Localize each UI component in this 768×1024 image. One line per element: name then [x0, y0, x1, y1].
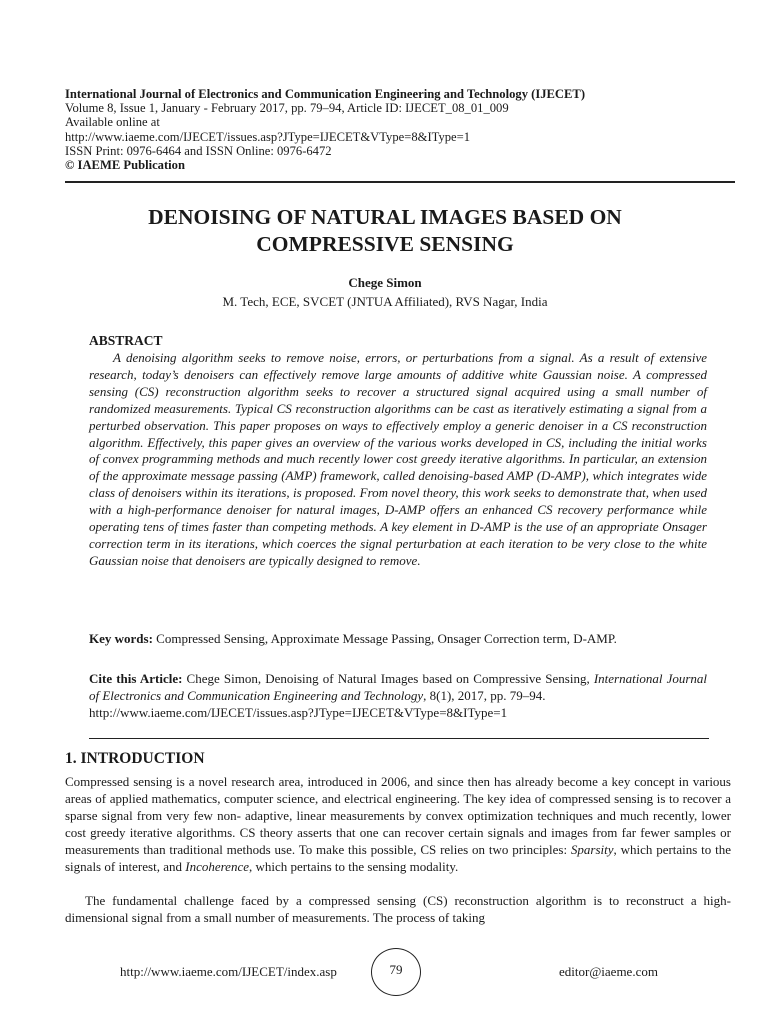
- paper-title: [65, 204, 705, 258]
- keywords-label: Key words:: [89, 631, 153, 646]
- journal-header: [65, 87, 735, 172]
- available-online: Available online at: [65, 115, 160, 130]
- volume-info: Volume 8, Issue 1, January - February 2017, pp. 79–94, Article ID: IJECET_08_01_009: [65, 101, 509, 116]
- abstract-heading: ABSTRACT: [89, 333, 163, 348]
- introduction-paragraph-1: [65, 773, 731, 875]
- cite-text: Chege Simon, Denoising of Natural Images based on Compressive Sensing,: [182, 671, 594, 686]
- cite-journal: International Journal of Electronics and Communication Engineering and Technology: [89, 671, 708, 703]
- footer-email-link[interactable]: editor@iaeme.com: [559, 964, 658, 979]
- header-divider: [65, 181, 735, 183]
- issn-info: ISSN Print: 0976-6464 and ISSN Online: 0976-6472: [65, 143, 332, 158]
- intro-p1-part-a: Compressed sensing is a novel research area, introduced in 2006, and since then has already become a key concept in various areas of applied mathematics, computer science, and electrical engineering. The key idea of compressed sensing is to recover a sparse signal from very few non- adaptive, linear measurements by convex optimization techniques and much recently, lower cost greedy iterative algorithms. CS theory asserts that one can recover certain signals and images from far fewer samples or measurements than traditional methods use. To make this possible, CS relies on two principles:: [65, 774, 731, 857]
- abstract-divider: [89, 738, 709, 739]
- page-number: 79: [389, 962, 403, 977]
- intro-p1-part-b: , which pertains to the signals of interest, and: [65, 842, 732, 874]
- introduction-heading: 1. INTRODUCTION: [65, 750, 205, 767]
- journal-name: International Journal of Electronics and Communication Engineering and Technology (IJECET): [65, 87, 586, 101]
- title-line-2: COMPRESSIVE SENSING: [256, 232, 514, 256]
- publisher: © IAEME Publication: [65, 158, 185, 173]
- cite-details: , 8(1), 2017, pp. 79–94.: [423, 688, 546, 703]
- term-sparsity: Sparsity: [570, 842, 614, 857]
- cite-label: Cite this Article:: [89, 671, 183, 686]
- introduction-paragraph-2: The fundamental challenge faced by a compressed sensing (CS) reconstruction algorithm is to reconstruct a high-dimensional signal from a small number of measurements. The process of taking: [65, 893, 731, 925]
- keywords: [89, 630, 707, 647]
- intro-p1-part-c: , which pertains to the sensing modality.: [249, 859, 459, 874]
- cite-url-link[interactable]: http://www.iaeme.com/IJECET/issues.asp?JType=IJECET&VType=8&IType=1: [89, 705, 508, 720]
- footer-url-link[interactable]: http://www.iaeme.com/IJECET/index.asp: [120, 964, 337, 979]
- keywords-text: Compressed Sensing, Approximate Message Passing, Onsager Correction term, D-AMP.: [152, 631, 617, 646]
- term-incoherence: Incoherence: [185, 859, 249, 874]
- journal-url-link[interactable]: http://www.iaeme.com/IJECET/issues.asp?JType=IJECET&VType=8&IType=1: [65, 129, 471, 144]
- author-name: Chege Simon: [348, 275, 422, 290]
- abstract-text: A denoising algorithm seeks to remove noise, errors, or perturbations from a signal. As a result of extensive research, today’s denoisers can effectively remove large amounts of additive white Gaussian noise. A compressed sensing (CS) reconstruction algorithm seeks to recover a structured signal acquired using a small number of randomized measurements. Typical CS reconstruction algorithms can be cast as iteratively estimating a signal from a perturbed observation. This paper proposes on ways to effectively employ a generic denoiser in a CS reconstruction algorithm. Effectively, this paper gives an overview of the various works developed in CS, including the initial works of convex programming methods and much recently lower cost greedy iterative algorithms. In particular, an extension of the approximate message passing (AMP) framework, called denoising-based AMP (D-AMP), which integrates wide class of denoisers within its iterations, is proposed. From novel theory, this work seeks to demonstrate that, when used with a high-performance denoiser for natural images, D-AMP offers an enhanced CS recovery performance while operating tens of times faster than competing methods. A key element in D-AMP is the use of an appropriate Onsager correction term in its iterations, which coerces the signal perturbation at each iteration to be very close to the white Gaussian noise that denoisers are typically designed to remove.: [89, 350, 707, 568]
- title-line-1: DENOISING OF NATURAL IMAGES BASED ON: [148, 205, 622, 229]
- citation: [89, 670, 707, 721]
- author-affiliation: M. Tech, ECE, SVCET (JNTUA Affiliated), RVS Nagar, India: [222, 294, 548, 309]
